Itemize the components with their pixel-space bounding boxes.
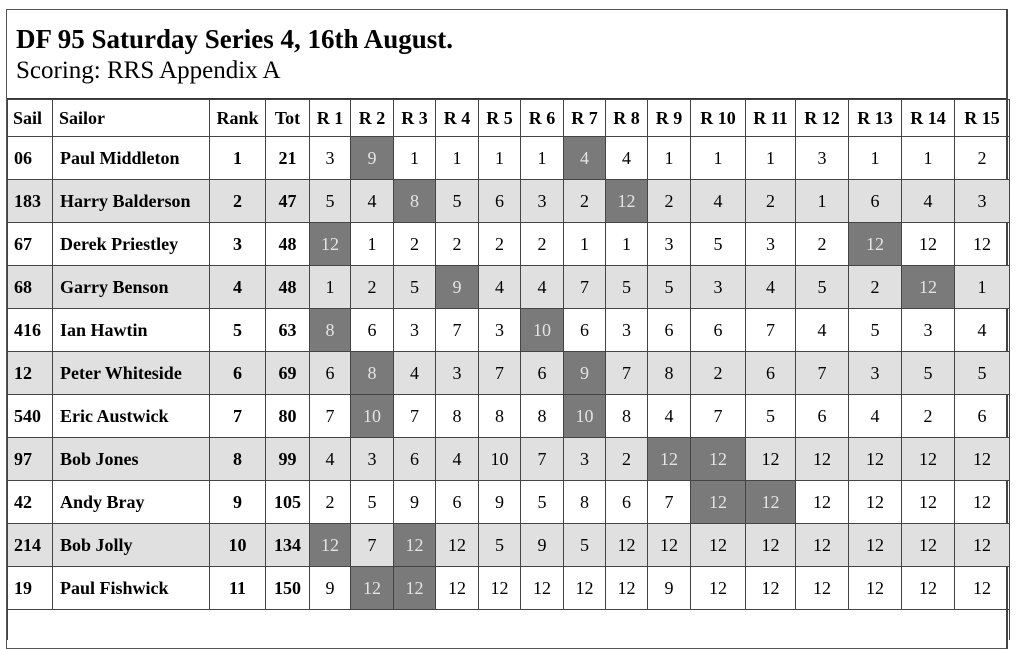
race-score-cell: 3 bbox=[564, 438, 606, 481]
race-score-cell: 3 bbox=[606, 309, 648, 352]
race-score-cell: 3 bbox=[479, 309, 521, 352]
race-score-cell: 2 bbox=[436, 223, 479, 266]
race-score-cell: 3 bbox=[351, 438, 394, 481]
race-score-cell: 6 bbox=[746, 352, 796, 395]
table-footer-row bbox=[8, 610, 1010, 641]
race-score-cell: 3 bbox=[796, 137, 849, 180]
discarded-race-score-cell: 12 bbox=[691, 438, 746, 481]
sail-number-cell: 19 bbox=[8, 567, 53, 610]
race-score-cell: 1 bbox=[902, 137, 955, 180]
table-row bbox=[8, 137, 1010, 180]
sailor-name-cell: Ian Hawtin bbox=[53, 309, 210, 352]
discarded-race-score-cell: 9 bbox=[436, 266, 479, 309]
column-header-r15: R 15 bbox=[955, 100, 1010, 137]
race-score-cell: 1 bbox=[796, 180, 849, 223]
race-score-cell: 9 bbox=[648, 567, 691, 610]
discarded-race-score-cell: 12 bbox=[394, 567, 436, 610]
race-score-cell: 12 bbox=[691, 524, 746, 567]
table-row bbox=[8, 481, 1010, 524]
race-score-cell: 1 bbox=[479, 137, 521, 180]
table-row bbox=[8, 395, 1010, 438]
rank-cell: 5 bbox=[210, 309, 266, 352]
sail-number-cell: 416 bbox=[8, 309, 53, 352]
total-cell: 47 bbox=[266, 180, 310, 223]
race-score-cell: 1 bbox=[351, 223, 394, 266]
race-score-cell: 4 bbox=[849, 395, 902, 438]
race-score-cell: 7 bbox=[394, 395, 436, 438]
race-score-cell: 6 bbox=[351, 309, 394, 352]
column-header-r6: R 6 bbox=[521, 100, 564, 137]
rank-cell: 2 bbox=[210, 180, 266, 223]
race-score-cell: 2 bbox=[746, 180, 796, 223]
race-score-cell: 2 bbox=[564, 180, 606, 223]
race-score-cell: 3 bbox=[849, 352, 902, 395]
race-score-cell: 7 bbox=[351, 524, 394, 567]
race-score-cell: 7 bbox=[746, 309, 796, 352]
race-score-cell: 7 bbox=[521, 438, 564, 481]
table-row bbox=[8, 266, 1010, 309]
sail-number-cell: 540 bbox=[8, 395, 53, 438]
race-score-cell: 6 bbox=[521, 352, 564, 395]
race-score-cell: 1 bbox=[691, 137, 746, 180]
column-header-tot: Tot bbox=[266, 100, 310, 137]
race-score-cell: 4 bbox=[648, 395, 691, 438]
race-score-cell: 1 bbox=[521, 137, 564, 180]
race-score-cell: 1 bbox=[436, 137, 479, 180]
sailor-name-cell: Bob Jones bbox=[53, 438, 210, 481]
race-score-cell: 4 bbox=[521, 266, 564, 309]
race-score-cell: 12 bbox=[849, 481, 902, 524]
race-score-cell: 5 bbox=[691, 223, 746, 266]
race-score-cell: 6 bbox=[436, 481, 479, 524]
race-score-cell: 2 bbox=[648, 180, 691, 223]
race-score-cell: 7 bbox=[564, 266, 606, 309]
column-header-r4: R 4 bbox=[436, 100, 479, 137]
race-score-cell: 12 bbox=[955, 481, 1010, 524]
race-score-cell: 8 bbox=[606, 395, 648, 438]
race-score-cell: 2 bbox=[310, 481, 351, 524]
discarded-race-score-cell: 4 bbox=[564, 137, 606, 180]
race-score-cell: 12 bbox=[902, 223, 955, 266]
race-score-cell: 4 bbox=[394, 352, 436, 395]
total-cell: 99 bbox=[266, 438, 310, 481]
results-table bbox=[7, 99, 1010, 640]
column-header-rank: Rank bbox=[210, 100, 266, 137]
race-score-cell: 12 bbox=[436, 524, 479, 567]
race-score-cell: 3 bbox=[746, 223, 796, 266]
race-score-cell: 9 bbox=[394, 481, 436, 524]
rank-cell: 4 bbox=[210, 266, 266, 309]
race-score-cell: 12 bbox=[902, 524, 955, 567]
sailor-name-cell: Garry Benson bbox=[53, 266, 210, 309]
total-cell: 48 bbox=[266, 266, 310, 309]
race-score-cell: 12 bbox=[955, 524, 1010, 567]
discarded-race-score-cell: 10 bbox=[351, 395, 394, 438]
race-score-cell: 4 bbox=[436, 438, 479, 481]
page-subtitle: Scoring: RRS Appendix A bbox=[16, 57, 281, 84]
discarded-race-score-cell: 9 bbox=[564, 352, 606, 395]
race-score-cell: 12 bbox=[746, 524, 796, 567]
race-score-cell: 5 bbox=[746, 395, 796, 438]
rank-cell: 9 bbox=[210, 481, 266, 524]
race-score-cell: 8 bbox=[479, 395, 521, 438]
race-score-cell: 4 bbox=[746, 266, 796, 309]
column-header-sail: Sail bbox=[8, 100, 53, 137]
race-score-cell: 12 bbox=[902, 438, 955, 481]
race-score-cell: 12 bbox=[955, 438, 1010, 481]
race-score-cell: 3 bbox=[902, 309, 955, 352]
sail-number-cell: 214 bbox=[8, 524, 53, 567]
race-score-cell: 6 bbox=[564, 309, 606, 352]
column-header-r5: R 5 bbox=[479, 100, 521, 137]
race-score-cell: 2 bbox=[394, 223, 436, 266]
race-score-cell: 5 bbox=[849, 309, 902, 352]
column-header-r2: R 2 bbox=[351, 100, 394, 137]
race-score-cell: 9 bbox=[310, 567, 351, 610]
race-score-cell: 1 bbox=[606, 223, 648, 266]
race-score-cell: 12 bbox=[746, 438, 796, 481]
discarded-race-score-cell: 12 bbox=[394, 524, 436, 567]
sail-number-cell: 12 bbox=[8, 352, 53, 395]
race-score-cell: 8 bbox=[648, 352, 691, 395]
table-row bbox=[8, 180, 1010, 223]
race-score-cell: 12 bbox=[849, 438, 902, 481]
race-score-cell: 1 bbox=[955, 266, 1010, 309]
race-score-cell: 6 bbox=[606, 481, 648, 524]
race-score-cell: 12 bbox=[606, 524, 648, 567]
race-score-cell: 5 bbox=[310, 180, 351, 223]
discarded-race-score-cell: 8 bbox=[394, 180, 436, 223]
race-score-cell: 12 bbox=[606, 567, 648, 610]
rank-cell: 8 bbox=[210, 438, 266, 481]
race-score-cell: 3 bbox=[394, 309, 436, 352]
sailor-name-cell: Paul Fishwick bbox=[53, 567, 210, 610]
sailor-name-cell: Harry Balderson bbox=[53, 180, 210, 223]
race-score-cell: 2 bbox=[902, 395, 955, 438]
race-score-cell: 12 bbox=[746, 567, 796, 610]
total-cell: 150 bbox=[266, 567, 310, 610]
sail-number-cell: 183 bbox=[8, 180, 53, 223]
race-score-cell: 2 bbox=[606, 438, 648, 481]
race-score-cell: 1 bbox=[564, 223, 606, 266]
discarded-race-score-cell: 8 bbox=[351, 352, 394, 395]
sailor-name-cell: Paul Middleton bbox=[53, 137, 210, 180]
sail-number-cell: 68 bbox=[8, 266, 53, 309]
race-score-cell: 5 bbox=[564, 524, 606, 567]
column-header-r10: R 10 bbox=[691, 100, 746, 137]
rank-cell: 11 bbox=[210, 567, 266, 610]
column-header-r1: R 1 bbox=[310, 100, 351, 137]
column-header-r3: R 3 bbox=[394, 100, 436, 137]
discarded-race-score-cell: 12 bbox=[351, 567, 394, 610]
race-score-cell: 5 bbox=[648, 266, 691, 309]
race-score-cell: 5 bbox=[955, 352, 1010, 395]
race-score-cell: 7 bbox=[606, 352, 648, 395]
discarded-race-score-cell: 12 bbox=[648, 438, 691, 481]
race-score-cell: 9 bbox=[479, 481, 521, 524]
race-score-cell: 12 bbox=[902, 481, 955, 524]
race-score-cell: 12 bbox=[902, 567, 955, 610]
race-score-cell: 2 bbox=[479, 223, 521, 266]
rank-cell: 3 bbox=[210, 223, 266, 266]
race-score-cell: 4 bbox=[796, 309, 849, 352]
race-score-cell: 6 bbox=[691, 309, 746, 352]
race-score-cell: 1 bbox=[310, 266, 351, 309]
race-score-cell: 7 bbox=[479, 352, 521, 395]
race-score-cell: 3 bbox=[691, 266, 746, 309]
table-row bbox=[8, 567, 1010, 610]
race-score-cell: 3 bbox=[648, 223, 691, 266]
race-score-cell: 12 bbox=[796, 481, 849, 524]
discarded-race-score-cell: 12 bbox=[746, 481, 796, 524]
race-score-cell: 12 bbox=[796, 524, 849, 567]
race-score-cell: 12 bbox=[849, 567, 902, 610]
race-score-cell: 4 bbox=[351, 180, 394, 223]
race-score-cell: 4 bbox=[902, 180, 955, 223]
total-cell: 21 bbox=[266, 137, 310, 180]
race-score-cell: 2 bbox=[351, 266, 394, 309]
column-header-r7: R 7 bbox=[564, 100, 606, 137]
column-header-r12: R 12 bbox=[796, 100, 849, 137]
race-score-cell: 1 bbox=[394, 137, 436, 180]
race-score-cell: 12 bbox=[849, 524, 902, 567]
race-score-cell: 12 bbox=[955, 567, 1010, 610]
race-score-cell: 6 bbox=[849, 180, 902, 223]
rank-cell: 1 bbox=[210, 137, 266, 180]
sail-number-cell: 06 bbox=[8, 137, 53, 180]
race-score-cell: 6 bbox=[648, 309, 691, 352]
total-cell: 134 bbox=[266, 524, 310, 567]
race-score-cell: 8 bbox=[436, 395, 479, 438]
discarded-race-score-cell: 10 bbox=[564, 395, 606, 438]
race-score-cell: 12 bbox=[436, 567, 479, 610]
table-row bbox=[8, 524, 1010, 567]
race-score-cell: 12 bbox=[796, 567, 849, 610]
discarded-race-score-cell: 12 bbox=[310, 223, 351, 266]
table-body bbox=[8, 137, 1010, 641]
sail-number-cell: 97 bbox=[8, 438, 53, 481]
table-row bbox=[8, 223, 1010, 266]
race-score-cell: 4 bbox=[606, 137, 648, 180]
discarded-race-score-cell: 12 bbox=[691, 481, 746, 524]
race-score-cell: 10 bbox=[479, 438, 521, 481]
race-score-cell: 8 bbox=[521, 395, 564, 438]
race-score-cell: 4 bbox=[955, 309, 1010, 352]
column-header-sailor: Sailor bbox=[53, 100, 210, 137]
discarded-race-score-cell: 12 bbox=[849, 223, 902, 266]
race-score-cell: 3 bbox=[310, 137, 351, 180]
race-score-cell: 12 bbox=[479, 567, 521, 610]
total-cell: 80 bbox=[266, 395, 310, 438]
total-cell: 69 bbox=[266, 352, 310, 395]
race-score-cell: 6 bbox=[310, 352, 351, 395]
discarded-race-score-cell: 8 bbox=[310, 309, 351, 352]
rank-cell: 10 bbox=[210, 524, 266, 567]
race-score-cell: 7 bbox=[796, 352, 849, 395]
total-cell: 63 bbox=[266, 309, 310, 352]
rank-cell: 7 bbox=[210, 395, 266, 438]
discarded-race-score-cell: 12 bbox=[902, 266, 955, 309]
race-score-cell: 12 bbox=[796, 438, 849, 481]
table-row bbox=[8, 309, 1010, 352]
sail-number-cell: 42 bbox=[8, 481, 53, 524]
race-score-cell: 3 bbox=[521, 180, 564, 223]
race-score-cell: 2 bbox=[521, 223, 564, 266]
race-score-cell: 6 bbox=[955, 395, 1010, 438]
race-score-cell: 7 bbox=[691, 395, 746, 438]
column-header-r9: R 9 bbox=[648, 100, 691, 137]
race-score-cell: 12 bbox=[955, 223, 1010, 266]
race-score-cell: 4 bbox=[310, 438, 351, 481]
column-header-r11: R 11 bbox=[746, 100, 796, 137]
column-header-r8: R 8 bbox=[606, 100, 648, 137]
total-cell: 48 bbox=[266, 223, 310, 266]
column-header-r14: R 14 bbox=[902, 100, 955, 137]
race-score-cell: 1 bbox=[849, 137, 902, 180]
race-score-cell: 5 bbox=[796, 266, 849, 309]
total-cell: 105 bbox=[266, 481, 310, 524]
race-score-cell: 3 bbox=[436, 352, 479, 395]
race-score-cell: 5 bbox=[606, 266, 648, 309]
discarded-race-score-cell: 10 bbox=[521, 309, 564, 352]
table-header-row bbox=[8, 100, 1010, 137]
race-score-cell: 5 bbox=[902, 352, 955, 395]
column-header-r13: R 13 bbox=[849, 100, 902, 137]
race-score-cell: 8 bbox=[564, 481, 606, 524]
results-sheet bbox=[6, 9, 1008, 649]
race-score-cell: 7 bbox=[310, 395, 351, 438]
race-score-cell: 12 bbox=[564, 567, 606, 610]
race-score-cell: 3 bbox=[955, 180, 1010, 223]
sailor-name-cell: Eric Austwick bbox=[53, 395, 210, 438]
race-score-cell: 9 bbox=[521, 524, 564, 567]
race-score-cell: 6 bbox=[394, 438, 436, 481]
discarded-race-score-cell: 12 bbox=[606, 180, 648, 223]
race-score-cell: 1 bbox=[746, 137, 796, 180]
race-score-cell: 12 bbox=[691, 567, 746, 610]
race-score-cell: 6 bbox=[796, 395, 849, 438]
race-score-cell: 4 bbox=[691, 180, 746, 223]
race-score-cell: 7 bbox=[436, 309, 479, 352]
results-header bbox=[7, 10, 1006, 99]
sailor-name-cell: Bob Jolly bbox=[53, 524, 210, 567]
table-row bbox=[8, 352, 1010, 395]
race-score-cell: 12 bbox=[648, 524, 691, 567]
race-score-cell: 5 bbox=[479, 524, 521, 567]
race-score-cell: 2 bbox=[849, 266, 902, 309]
sail-number-cell: 67 bbox=[8, 223, 53, 266]
table-row bbox=[8, 438, 1010, 481]
race-score-cell: 7 bbox=[648, 481, 691, 524]
race-score-cell: 2 bbox=[796, 223, 849, 266]
page-title: DF 95 Saturday Series 4, 16th August. bbox=[16, 24, 454, 54]
race-score-cell: 2 bbox=[955, 137, 1010, 180]
race-score-cell: 5 bbox=[394, 266, 436, 309]
race-score-cell: 2 bbox=[691, 352, 746, 395]
race-score-cell: 6 bbox=[479, 180, 521, 223]
sailor-name-cell: Derek Priestley bbox=[53, 223, 210, 266]
race-score-cell: 5 bbox=[521, 481, 564, 524]
race-score-cell: 5 bbox=[351, 481, 394, 524]
sailor-name-cell: Andy Bray bbox=[53, 481, 210, 524]
sailor-name-cell: Peter Whiteside bbox=[53, 352, 210, 395]
discarded-race-score-cell: 9 bbox=[351, 137, 394, 180]
race-score-cell: 12 bbox=[521, 567, 564, 610]
footer-cell bbox=[8, 610, 1010, 641]
race-score-cell: 1 bbox=[648, 137, 691, 180]
race-score-cell: 4 bbox=[479, 266, 521, 309]
rank-cell: 6 bbox=[210, 352, 266, 395]
race-score-cell: 5 bbox=[436, 180, 479, 223]
discarded-race-score-cell: 12 bbox=[310, 524, 351, 567]
